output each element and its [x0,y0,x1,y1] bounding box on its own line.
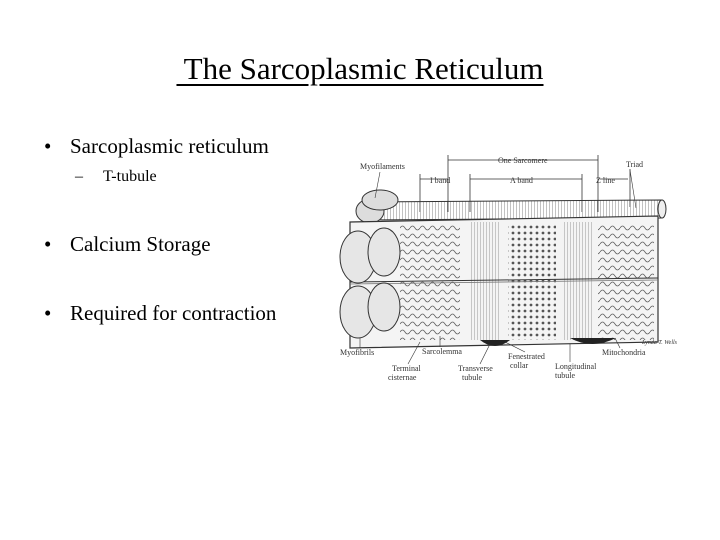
muscle-fiber-diagram [330,152,720,388]
slide-title [0,50,720,88]
label-mitochondria: Mitochondria [602,348,646,357]
bullet-glyph: • [44,134,52,158]
bullet-glyph: • [44,301,52,325]
diagram-svg [330,152,720,388]
bullet-text: Calcium Storage [70,232,211,256]
label-myofilaments: Myofilaments [360,162,405,171]
label-myofibrils: Myofibrils [340,348,375,357]
slide-title-text: The Sarcoplasmic Reticulum [176,51,544,86]
label-cisternae: cisternae [388,373,417,382]
bullet-item [44,301,277,325]
label-triad: Triad [626,160,644,169]
sub-bullet-text: T-tubule [103,168,157,185]
label-longitudinal: Longitudinal [555,362,597,371]
label-sarcolemma: Sarcolemma [422,347,462,356]
label-tubule: tubule [462,373,482,382]
bullet-glyph: • [44,232,52,256]
label-z-line: Z line [596,176,615,185]
bullet-text: Required for contraction [70,301,277,325]
label-one-sarcomere: One Sarcomere [498,156,548,165]
label-a-band: A band [510,176,533,185]
bullet-item [44,232,211,256]
label-collar: collar [510,361,529,370]
label-transverse: Transverse [458,364,493,373]
label-fenestrated: Fenestrated [508,352,545,361]
dash-glyph: – [75,168,83,185]
label-terminal: Terminal [392,364,421,373]
artist-signature: Lynda T. Wells [642,340,677,346]
bullet-text: Sarcoplasmic reticulum [70,134,269,158]
label-tubule-2: tubule [555,371,575,380]
label-i-band: I band [430,176,451,185]
sub-bullet-item [75,167,157,187]
bullet-item [44,134,269,158]
